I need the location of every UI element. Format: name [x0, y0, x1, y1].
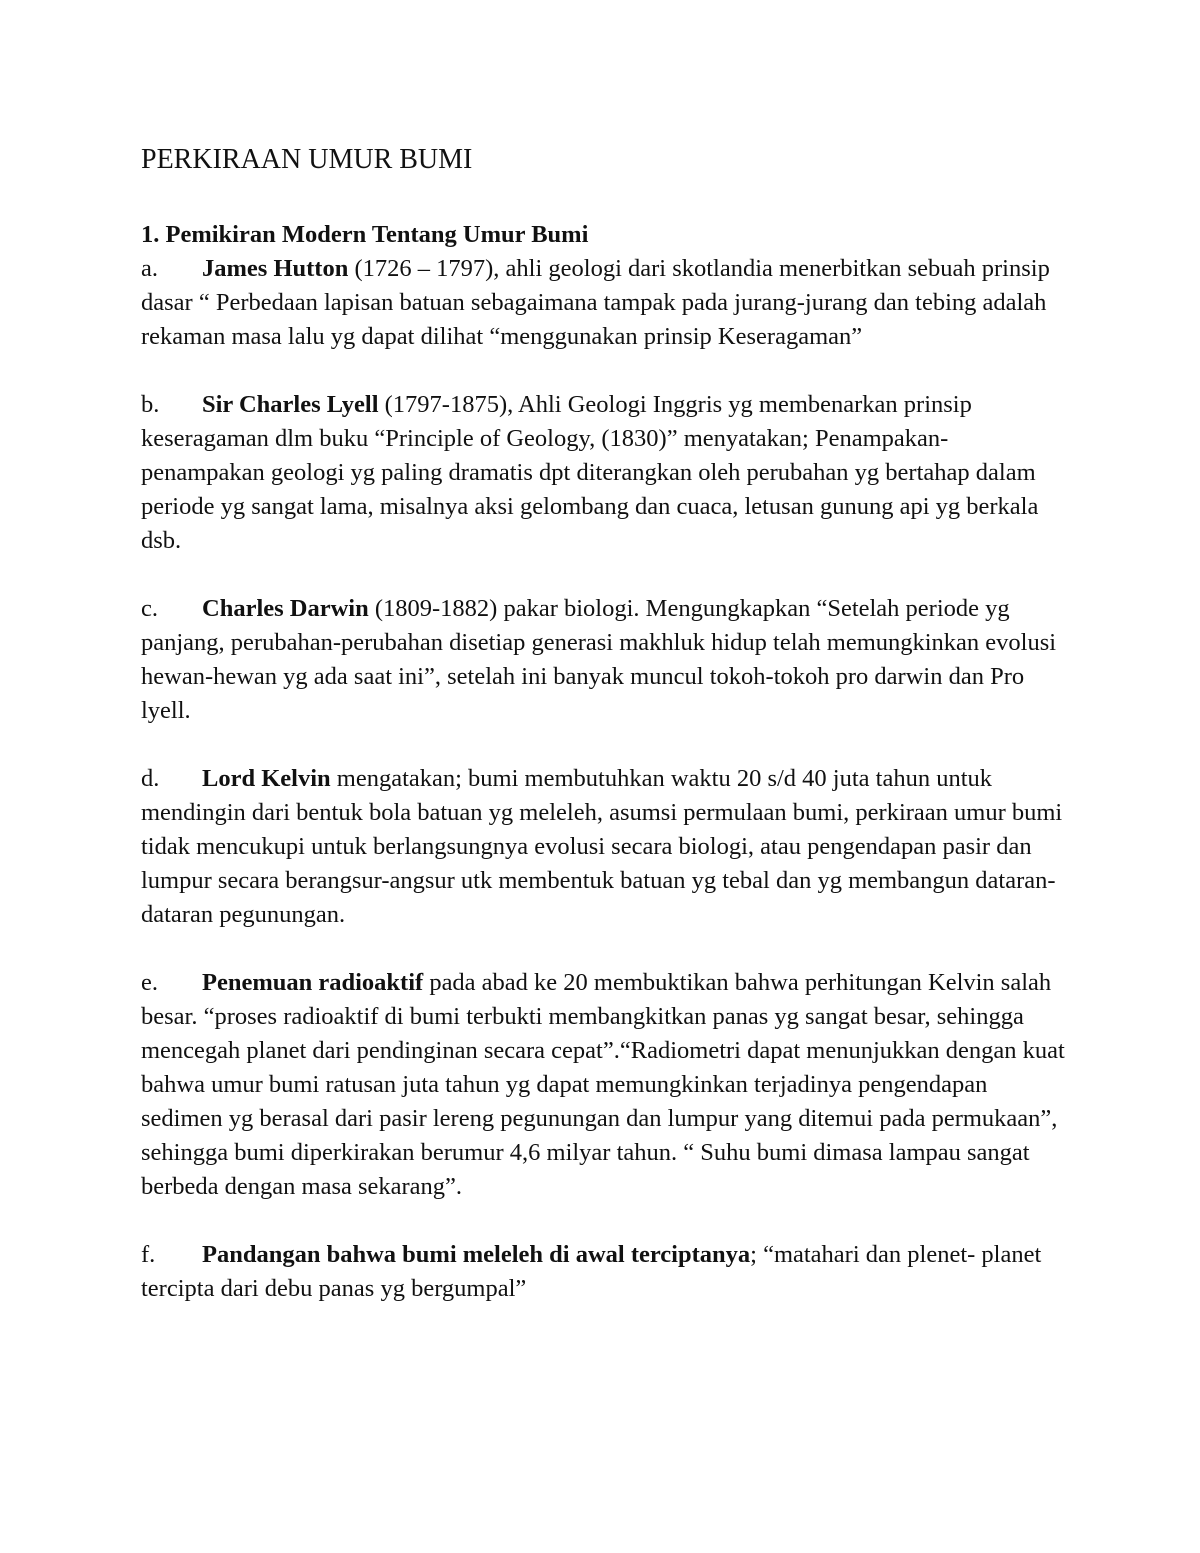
item-name: Pandangan bahwa bumi meleleh di awal terciptanya — [202, 1241, 751, 1268]
item-text: pada abad ke 20 membuktikan bahwa perhitungan Kelvin salah besar. “proses radioaktif di bumi terbukti membangkitkan panas yg sangat besar, sehingga mencegah planet dari pendinginan secara cepat”.“Radiometri dapat menunjukkan dengan kuat bahwa umur bumi ratusan juta tahun yg dapat memungkinkan terjadinya pengendapan sedimen yg berasal dari pasir lereng pegunungan dan lumpur yang ditemui pada permukaan”, sehingga bumi diperkirakan berumur 4,6 milyar tahun. “ Suhu bumi dimasa lampau sangat berbeda dengan masa sekarang”. — [141, 969, 1065, 1200]
item-letter: f. — [141, 1241, 156, 1268]
list-item-a — [141, 252, 1071, 354]
item-name: Sir Charles Lyell — [202, 391, 379, 418]
item-text: mengatakan; bumi membutuhkan waktu 20 s/d 40 juta tahun untuk mendingin dari bentuk bola batuan yg meleleh, asumsi permulaan bumi, perkiraan umur bumi tidak mencukupi untuk berlangsungnya evolusi secara biologi, atau pengendapan pasir dan lumpur secara berangsur-angsur utk membentuk batuan yg tebal dan yg membangun dataran-dataran pegunungan. — [141, 765, 1063, 928]
item-name: Lord Kelvin — [202, 765, 331, 792]
item-letter: e. — [141, 969, 158, 996]
item-text: (1809-1882) pakar biologi. Mengungkapkan “Setelah periode yg panjang, perubahan-perubahan disetiap generasi makhluk hidup telah memungkinkan evolusi hewan-hewan yg ada saat ini”, setelah ini banyak muncul tokoh-tokoh pro darwin dan Pro lyell. — [141, 595, 1057, 724]
item-name: Charles Darwin — [202, 595, 369, 622]
document-body — [141, 140, 1071, 1340]
item-letter: c. — [141, 595, 158, 622]
list-item-b — [141, 388, 1071, 558]
item-text: (1797-1875), Ahli Geologi Inggris yg membenarkan prinsip keseragaman dlm buku “Principle of Geology, (1830)” menyatakan; Penampakan- penampakan geologi yg paling dramatis dpt diterangkan oleh perubahan yg bertahap dalam periode yg sangat lama, misalnya aksi gelombang dan cuaca, letusan gunung api yg berkala dsb. — [141, 391, 1039, 554]
item-name: Penemuan radioaktif — [202, 969, 424, 996]
list-item-e — [141, 966, 1071, 1204]
item-letter: a. — [141, 255, 158, 282]
list-item-f — [141, 1238, 1071, 1306]
document-title: PERKIRAAN UMUR BUMI — [141, 144, 473, 175]
item-text: ; “matahari dan plenet- planet tercipta dari debu panas yg bergumpal” — [141, 1241, 1042, 1302]
item-name: James Hutton — [202, 255, 349, 282]
list-item-c — [141, 592, 1071, 728]
list-item-d — [141, 762, 1071, 932]
item-text: (1726 – 1797), ahli geologi dari skotlandia menerbitkan sebuah prinsip dasar “ Perbedaan lapisan batuan sebagaimana tampak pada jurang-jurang dan tebing adalah rekaman masa lalu yg dapat dilihat “menggunakan prinsip Keseragaman” — [141, 255, 1050, 350]
item-letter: d. — [141, 765, 160, 792]
section-heading: 1. Pemikiran Modern Tentang Umur Bumi — [141, 221, 589, 248]
item-letter: b. — [141, 391, 160, 418]
